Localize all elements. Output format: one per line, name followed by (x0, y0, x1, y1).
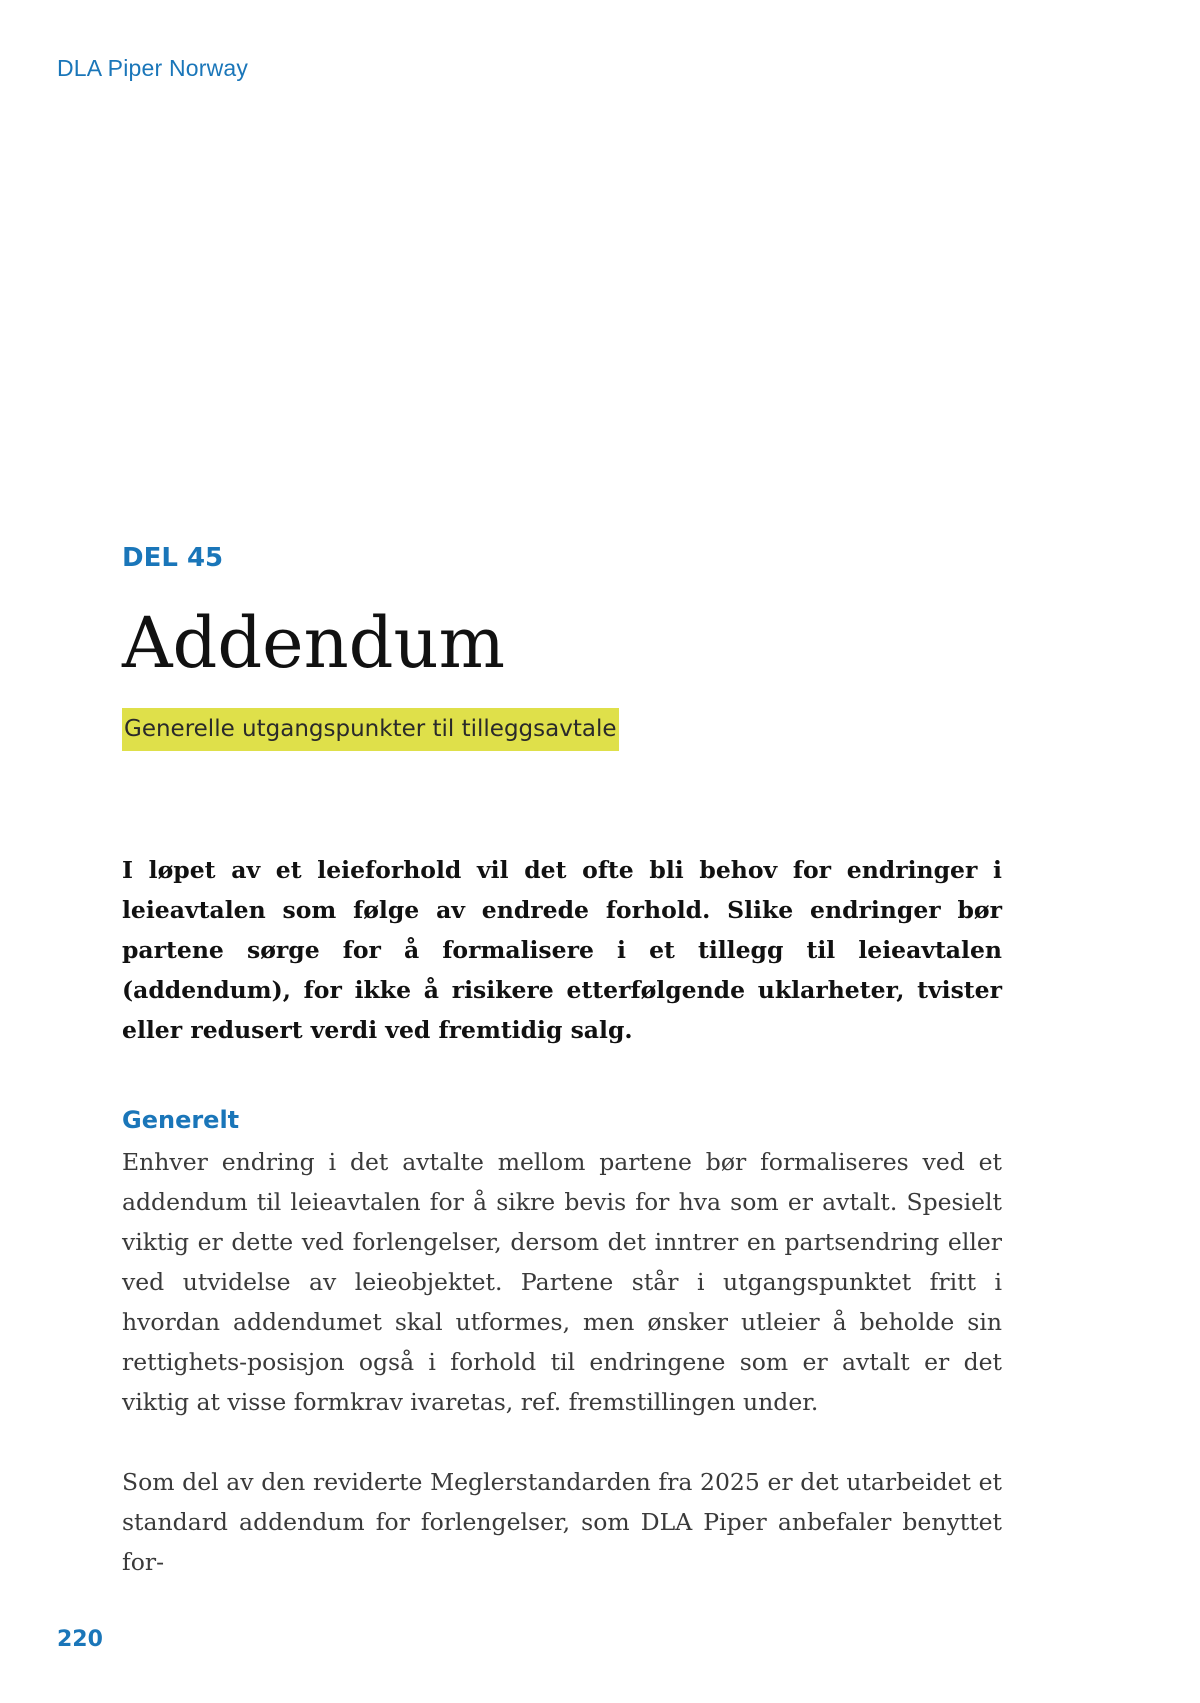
chapter-title: Addendum (122, 602, 505, 684)
chapter-subtitle: Generelle utgangspunkter til tilleggsavtale (122, 708, 619, 751)
section-heading: Generelt (122, 1106, 240, 1134)
running-header: DLA Piper Norway (57, 55, 249, 81)
lead-paragraph: I løpet av et leieforhold vil det ofte bli behov for endringer i leieavtalen som følge av endrede forhold. Slike endringer bør partene sørge for å formalisere i et tillegg til leieavtalen (addendum), for ikke å risikere etterfølgende uklarheter, tvister eller redusert verdi ved fremtidig salg. (122, 856, 1002, 1044)
body-paragraph-2: Som del av den reviderte Meglerstandarden fra 2025 er det utarbeidet et standard addendum for forlengelser, som DLA Piper anbefaler benyttet for- (122, 1468, 1002, 1576)
subtitle-container (122, 708, 1002, 752)
page-number: 220 (57, 1627, 103, 1652)
body-paragraph-1: Enhver endring i det avtalte mellom partene bør formaliseres ved et addendum til leieavtalen for å sikre bevis for hva som er avtalt. Spesielt viktig er dette ved forlengelser, dersom det inntrer en partsendring eller ved utvidelse av leieobjektet. Partene står i utgangspunktet fritt i hvordan addendumet skal utformes, men ønsker utleier å beholde sin rettighets-posisjon også i forhold til endringene som er avtalt er det viktig at visse formkrav ivaretas, ref. fremstillingen under. (122, 1148, 1002, 1416)
main-content (122, 538, 1002, 1582)
part-label: DEL 45 (122, 543, 224, 573)
